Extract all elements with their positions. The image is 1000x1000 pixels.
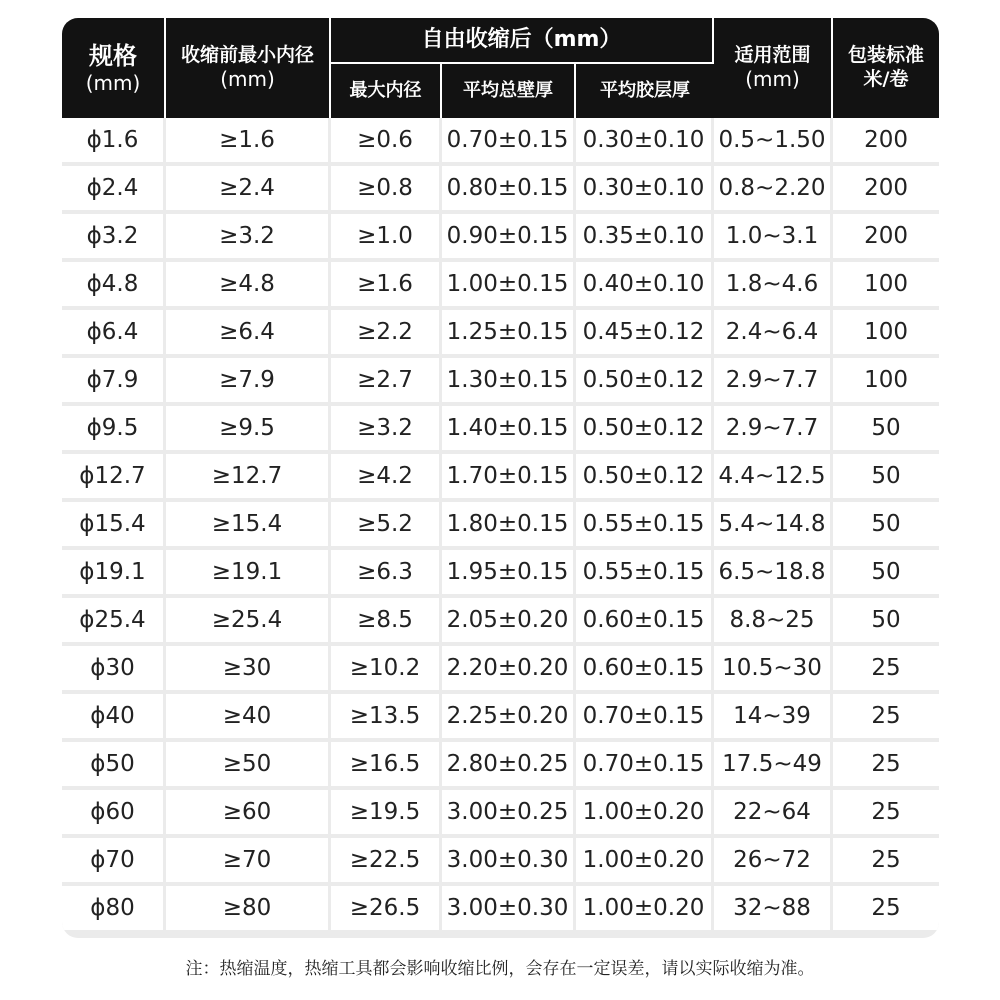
cell-spec: ϕ12.7 [62,450,166,498]
cell-range: 32~88 [714,882,833,930]
table-row [62,594,939,642]
cell-spec: ϕ7.9 [62,354,166,402]
cell-max-inner: ≥19.5 [331,786,442,834]
cell-max-inner: ≥13.5 [331,690,442,738]
cell-pre-min: ≥9.5 [166,402,331,450]
header-avg-wall: 平均总壁厚 [442,62,576,118]
cell-avg-wall: 1.30±0.15 [442,354,576,402]
cell-range: 2.4~6.4 [714,306,833,354]
cell-avg-glue: 1.00±0.20 [576,834,714,882]
cell-avg-wall: 2.25±0.20 [442,690,576,738]
cell-range: 14~39 [714,690,833,738]
cell-pack: 25 [833,738,939,786]
cell-pack: 50 [833,498,939,546]
cell-pre-min: ≥30 [166,642,331,690]
cell-spec: ϕ80 [62,882,166,930]
table-row [62,546,939,594]
cell-range: 1.0~3.1 [714,210,833,258]
cell-pack: 50 [833,402,939,450]
cell-max-inner: ≥16.5 [331,738,442,786]
header-pre-min-label: 收缩前最小内径 [180,43,314,66]
cell-avg-wall: 1.70±0.15 [442,450,576,498]
cell-avg-glue: 0.30±0.10 [576,162,714,210]
table-row [62,210,939,258]
table-row [62,738,939,786]
cell-spec: ϕ15.4 [62,498,166,546]
cell-pre-min: ≥15.4 [166,498,331,546]
cell-spec: ϕ25.4 [62,594,166,642]
cell-avg-wall: 2.05±0.20 [442,594,576,642]
cell-spec: ϕ30 [62,642,166,690]
cell-avg-glue: 0.50±0.12 [576,402,714,450]
cell-avg-glue: 0.50±0.12 [576,354,714,402]
cell-max-inner: ≥1.0 [331,210,442,258]
cell-pack: 100 [833,354,939,402]
footnote: 注：热缩温度，热缩工具都会影响收缩比例，会存在一定误差，请以实际收缩为准。 [185,959,815,979]
cell-avg-wall: 1.40±0.15 [442,402,576,450]
cell-avg-wall: 0.90±0.15 [442,210,576,258]
cell-pre-min: ≥6.4 [166,306,331,354]
table-body [62,118,939,930]
cell-max-inner: ≥2.2 [331,306,442,354]
cell-avg-glue: 1.00±0.20 [576,786,714,834]
cell-spec: ϕ60 [62,786,166,834]
cell-spec: ϕ50 [62,738,166,786]
cell-spec: ϕ9.5 [62,402,166,450]
cell-max-inner: ≥2.7 [331,354,442,402]
cell-max-inner: ≥6.3 [331,546,442,594]
table-row [62,642,939,690]
cell-range: 10.5~30 [714,642,833,690]
cell-range: 0.5~1.50 [714,118,833,162]
header-spec [62,18,166,118]
cell-spec: ϕ2.4 [62,162,166,210]
cell-pack: 200 [833,162,939,210]
cell-avg-glue: 0.70±0.15 [576,738,714,786]
cell-pack: 200 [833,118,939,162]
cell-avg-glue: 0.60±0.15 [576,642,714,690]
cell-pre-min: ≥4.8 [166,258,331,306]
cell-avg-wall: 3.00±0.30 [442,882,576,930]
cell-range: 8.8~25 [714,594,833,642]
header-max-inner: 最大内径 [331,62,442,118]
cell-max-inner: ≥4.2 [331,450,442,498]
header-pre-min [166,18,331,118]
cell-pre-min: ≥50 [166,738,331,786]
cell-avg-glue: 0.30±0.10 [576,118,714,162]
cell-pre-min: ≥7.9 [166,354,331,402]
table-row [62,450,939,498]
cell-pre-min: ≥80 [166,882,331,930]
cell-avg-glue: 0.70±0.15 [576,690,714,738]
cell-avg-wall: 1.80±0.15 [442,498,576,546]
cell-pre-min: ≥2.4 [166,162,331,210]
table-row [62,258,939,306]
cell-max-inner: ≥22.5 [331,834,442,882]
cell-max-inner: ≥8.5 [331,594,442,642]
cell-pack: 25 [833,882,939,930]
cell-range: 26~72 [714,834,833,882]
cell-spec: ϕ19.1 [62,546,166,594]
cell-pack: 50 [833,450,939,498]
table-row [62,306,939,354]
cell-spec: ϕ6.4 [62,306,166,354]
cell-range: 1.8~4.6 [714,258,833,306]
cell-spec: ϕ3.2 [62,210,166,258]
cell-avg-wall: 2.20±0.20 [442,642,576,690]
cell-pack: 200 [833,210,939,258]
cell-pre-min: ≥25.4 [166,594,331,642]
cell-pack: 25 [833,834,939,882]
cell-pack: 25 [833,690,939,738]
cell-pack: 100 [833,258,939,306]
cell-avg-wall: 3.00±0.25 [442,786,576,834]
cell-spec: ϕ1.6 [62,118,166,162]
cell-avg-wall: 2.80±0.25 [442,738,576,786]
header-free-after: 自由收缩后（mm） [331,18,714,62]
cell-pre-min: ≥3.2 [166,210,331,258]
table-row [62,354,939,402]
cell-range: 2.9~7.7 [714,402,833,450]
cell-range: 0.8~2.20 [714,162,833,210]
cell-pre-min: ≥1.6 [166,118,331,162]
table-row [62,690,939,738]
cell-avg-wall: 1.95±0.15 [442,546,576,594]
cell-pre-min: ≥12.7 [166,450,331,498]
cell-pre-min: ≥40 [166,690,331,738]
cell-spec: ϕ70 [62,834,166,882]
table-row [62,498,939,546]
cell-avg-wall: 1.25±0.15 [442,306,576,354]
header-pre-min-unit: (mm) [220,67,275,92]
cell-avg-glue: 1.00±0.20 [576,882,714,930]
cell-pre-min: ≥70 [166,834,331,882]
cell-max-inner: ≥1.6 [331,258,442,306]
cell-pack: 50 [833,594,939,642]
header-range-label: 适用范围 [734,43,811,66]
cell-max-inner: ≥0.8 [331,162,442,210]
header-pack-unit: 米/卷 [863,68,909,90]
header-pack-label: 包装标准 [848,44,925,67]
cell-max-inner: ≥10.2 [331,642,442,690]
header-spec-label: 规格 [89,41,137,70]
cell-max-inner: ≥3.2 [331,402,442,450]
cell-spec: ϕ4.8 [62,258,166,306]
cell-pre-min: ≥19.1 [166,546,331,594]
cell-avg-glue: 0.35±0.10 [576,210,714,258]
table-row [62,882,939,930]
cell-range: 22~64 [714,786,833,834]
cell-range: 4.4~12.5 [714,450,833,498]
cell-range: 17.5~49 [714,738,833,786]
cell-pack: 50 [833,546,939,594]
cell-pack: 25 [833,786,939,834]
cell-avg-wall: 0.80±0.15 [442,162,576,210]
cell-avg-glue: 0.40±0.10 [576,258,714,306]
cell-pre-min: ≥60 [166,786,331,834]
cell-avg-wall: 1.00±0.15 [442,258,576,306]
header-range [714,18,833,118]
cell-avg-glue: 0.45±0.12 [576,306,714,354]
cell-pack: 25 [833,642,939,690]
cell-avg-glue: 0.60±0.15 [576,594,714,642]
spec-table [62,18,939,930]
table-row [62,162,939,210]
cell-avg-glue: 0.50±0.12 [576,450,714,498]
cell-max-inner: ≥0.6 [331,118,442,162]
table-row [62,402,939,450]
cell-max-inner: ≥5.2 [331,498,442,546]
cell-range: 2.9~7.7 [714,354,833,402]
table-header [62,18,939,118]
cell-max-inner: ≥26.5 [331,882,442,930]
cell-pack: 100 [833,306,939,354]
spec-table-card [62,18,939,938]
table-row [62,786,939,834]
cell-avg-glue: 0.55±0.15 [576,498,714,546]
cell-avg-wall: 3.00±0.30 [442,834,576,882]
table-row [62,118,939,162]
cell-range: 6.5~18.8 [714,546,833,594]
header-avg-glue: 平均胶层厚 [576,62,714,118]
header-spec-unit: (mm) [85,70,141,95]
table-row [62,834,939,882]
header-pack [833,18,939,118]
header-range-unit: (mm) [745,67,800,92]
cell-range: 5.4~14.8 [714,498,833,546]
cell-spec: ϕ40 [62,690,166,738]
cell-avg-glue: 0.55±0.15 [576,546,714,594]
cell-avg-wall: 0.70±0.15 [442,118,576,162]
